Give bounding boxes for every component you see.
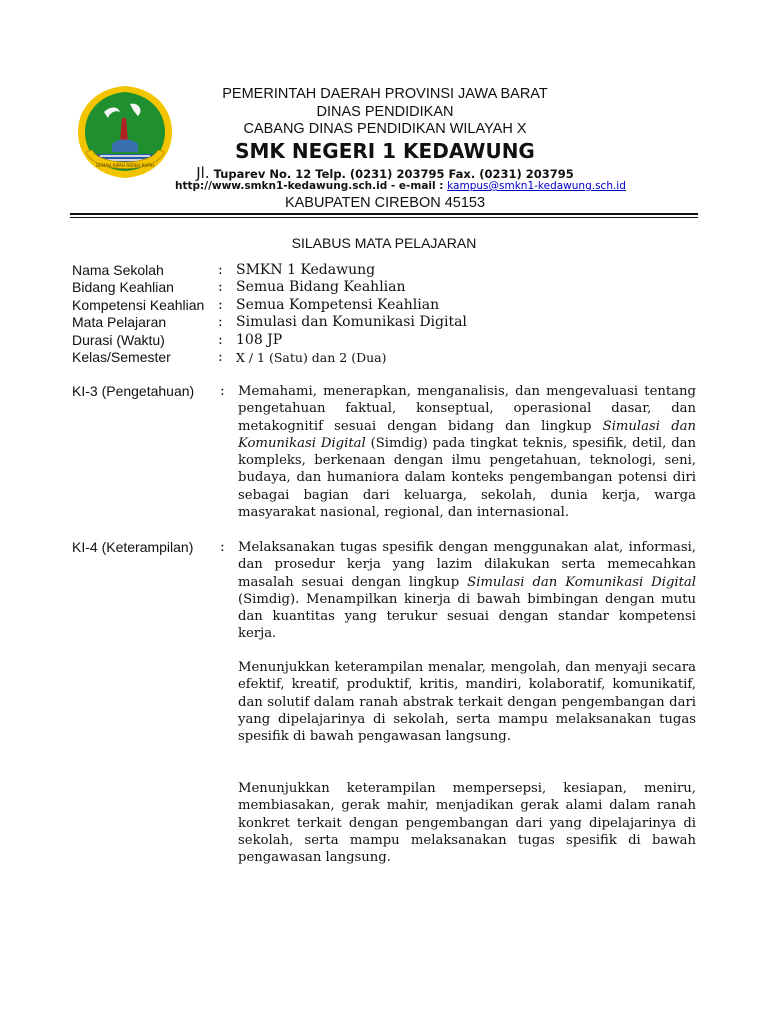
west-java-emblem-logo [72,82,178,182]
identity-label: Durasi (Waktu) [72,332,165,348]
logo-motto-text: GEMAH RIPAH REPEH RAPIH [95,163,155,168]
email-link[interactable]: kampus@smkn1-kedawung.sch.id [447,180,626,192]
ki3-subject-italic: Simulasi dan Komunikasi Digital [238,418,696,451]
identity-value: Semua Kompetensi Keahlian [236,297,440,313]
letterhead-branch: CABANG DINAS PENDIDIKAN WILAYAH X [243,121,527,137]
ki4-separator: : [220,539,225,555]
identity-separator: : [218,349,223,365]
identity-label: Mata Pelajaran [72,314,167,330]
ki4-subject-italic: Simulasi dan Komunikasi Digital [467,574,696,590]
identity-label: Bidang Keahlian [72,279,174,295]
ki4-paragraph-2: Menunjukkan keterampilan menalar, mengolah, dan menyaji secara efektif, kreatif, produktif, kritis, mandiri, kolaboratif, komunikatif, dan solutif dalam ranah abstrak terkait dengan pengembangan dari yang dipelajarinya di sekolah, serta mampu melaksanakan tugas spesifik di bawah pengawasan langsung. [238,660,696,745]
identity-separator: : [218,314,223,330]
ki3-separator: : [220,383,225,399]
school-contact [175,180,626,192]
ki3-description [238,383,696,521]
identity-value: Simulasi dan Komunikasi Digital [236,314,467,330]
identity-separator: : [218,332,223,348]
school-name: SMK NEGERI 1 KEDAWUNG [235,139,535,163]
header-divider-thin [70,217,698,218]
identity-value: Semua Bidang Keahlian [236,279,406,295]
header-divider-thick [70,213,698,215]
ki4-paragraph-3: Menunjukkan keterampilan mempersepsi, kesiapan, meniru, membiasakan, gerak mahir, menjadikan gerak alami dalam ranah konkret terkait dengan pengembangan dari yang dipelajarinya di sekolah, serta mampu melaksanakan tugas spesifik di bawah pengawasan langsung. [238,781,696,866]
ki4-p1-text: Melaksanakan tugas spesifik dengan menggunakan alat, informasi, dan prosedur kerja yang lazim dilakukan serta memecahkan masalah sesuai dengan lingkup [238,540,696,590]
ki4-p1-text-cont: (Simdig). Menampilkan kinerja di bawah bimbingan dengan mutu dan kuantitas yang terukur sesuai dengan standar kompetensi kerja. [238,591,696,642]
identity-label: Nama Sekolah [72,262,164,278]
website-text: http://www.smkn1-kedawung.sch.id - e-mail : [175,180,448,192]
school-city: KABUPATEN CIREBON 45153 [284,195,486,211]
identity-separator: : [218,279,223,295]
ki3-text-cont: (Simdig) pada tingkat teknis, spesifik, detil, dan kompleks, berkenaan dengan ilmu pengetahuan, teknologi, seni, budaya, dan humaniora dalam konteks pengembangan potensi diri sebagai bagian dari keluarga, sekolah, dunia kerja, warga masyarakat nasional, regional, dan internasional. [238,435,696,521]
ki3-text: Memahami, menerapkan, menganalisis, dan mengevaluasi tentang pengetahuan faktual, konseptual, operasional dasar, dan metakognitif sesuai dengan bidang dan lingkup [238,384,696,434]
address-prefix: Jl. [196,164,210,182]
address-text: Tuparev No. 12 Telp. (0231) 203795 Fax. (0231) 203795 [213,167,574,181]
identity-label: Kelas/Semester [72,349,171,365]
letterhead-government: PEMERINTAH DAERAH PROVINSI JAWA BARAT [222,86,548,102]
ki3-label: KI-3 (Pengetahuan) [72,383,195,399]
ki4-paragraph-1 [238,539,696,643]
identity-separator: : [218,262,223,278]
identity-value: 108 JP [236,332,283,348]
identity-label: Kompetensi Keahlian [72,297,205,313]
letterhead-agency: DINAS PENDIDIKAN [316,104,454,120]
identity-value: SMKN 1 Kedawung [236,262,376,278]
ki4-label: KI-4 (Keterampilan) [72,539,194,555]
identity-value: X / 1 (Satu) dan 2 (Dua) [236,350,387,365]
identity-separator: : [218,297,223,313]
document-title: SILABUS MATA PELAJARAN [291,235,477,251]
